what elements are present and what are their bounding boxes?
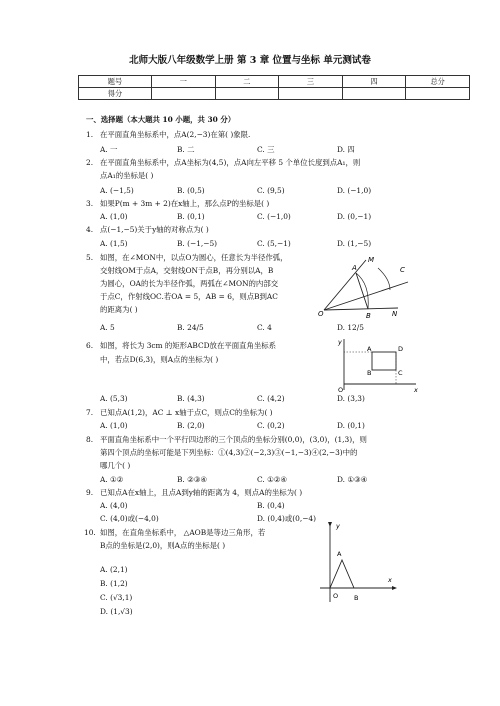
label-c: C <box>398 369 403 377</box>
label-b: B <box>367 369 372 377</box>
option-c[interactable]: C. ①②④ <box>257 475 287 484</box>
rectangle-abcd <box>372 352 396 370</box>
option-b[interactable]: B. (0,1) <box>177 212 205 221</box>
score-table-score-row <box>79 88 470 100</box>
question-text: 哪几个( ) <box>100 461 131 470</box>
option-c[interactable]: C. (−1,0) <box>257 212 291 221</box>
score-input-cell[interactable] <box>342 88 406 100</box>
question-text: 为圆心，OA的长为半径作弧，两弧在∠MON的内部交 <box>100 279 279 288</box>
option-c[interactable]: C. (4,0)或(−4,0) <box>100 514 159 523</box>
question-number: 7. <box>86 408 94 417</box>
option-d[interactable]: D. (3,3) <box>337 394 365 403</box>
question-text: 于点C，作射线OC.若OA = 5，AB = 6，则点B到AC <box>100 292 278 301</box>
label-a: A <box>352 264 357 272</box>
option-b[interactable]: B. (4,3) <box>177 394 205 403</box>
option-a[interactable]: A. 5 <box>100 323 115 332</box>
label-d: D <box>398 345 404 353</box>
option-a[interactable]: A. (4,0) <box>100 501 128 510</box>
option-b[interactable]: B. (0,4) <box>257 501 285 510</box>
question-text: 点A₁的坐标是( ) <box>100 171 154 180</box>
segment-ab <box>356 273 368 309</box>
option-a[interactable]: A. 一 <box>100 145 118 154</box>
option-d[interactable]: D. ①③④ <box>337 475 368 484</box>
option-a[interactable]: A. (2,1) <box>100 565 128 574</box>
question-text: 第四个顶点的坐标可能是下列坐标：①(4,3)②(−2,3)③(−1,−3)④(2,−3)中的 <box>100 448 358 457</box>
option-c[interactable]: C. (0,2) <box>257 421 285 430</box>
score-table-header-row <box>79 76 470 88</box>
y-axis-arrow <box>328 522 332 527</box>
question-text: 如图，将长为 3cm 的矩形ABCD放在平面直角坐标系 <box>100 341 277 350</box>
label-y: y <box>338 338 342 346</box>
option-b[interactable]: B. 二 <box>177 145 195 154</box>
option-c[interactable]: C. 三 <box>257 145 275 154</box>
question-text: 在平面直角坐标系中，点A(2,−3)在第( )象限. <box>100 130 251 139</box>
equilateral-triangle-figure <box>318 520 398 604</box>
score-cell: 三 <box>279 76 343 88</box>
score-input-cell[interactable] <box>152 88 216 100</box>
score-cell: 题号 <box>79 76 152 88</box>
option-b[interactable]: B. (2,0) <box>177 421 205 430</box>
score-table <box>78 75 470 100</box>
score-cell: 得分 <box>79 88 152 100</box>
option-d[interactable]: D. 12/5 <box>337 323 364 332</box>
option-d[interactable]: D. (1,√3) <box>100 607 133 616</box>
label-y: y <box>336 522 340 530</box>
option-d[interactable]: D. (0,−1) <box>337 212 372 221</box>
page-title: 北师大版八年级数学上册 第 3 章 位置与坐标 单元测试卷 <box>129 55 371 66</box>
question-text: 如图，在直角坐标系中， △AOB是等边三角形，若 <box>100 528 266 537</box>
question-text: 已知点A在x轴上，且点A到y轴的距离为 4，则点A的坐标为( ) <box>100 488 303 497</box>
label-x: x <box>414 386 418 394</box>
score-input-cell[interactable] <box>279 88 343 100</box>
option-b[interactable]: B. (−1,−5) <box>177 239 218 248</box>
section-heading: 一、选择题（本大题共 10 小题，共 30 分） <box>86 115 236 124</box>
question-number: 8. <box>86 435 94 444</box>
question-number: 6. <box>86 341 94 350</box>
option-c[interactable]: C. (9,5) <box>257 186 285 195</box>
triangle-aob <box>330 560 354 588</box>
score-input-cell[interactable] <box>215 88 279 100</box>
option-d[interactable]: D. 四 <box>337 145 355 154</box>
question-text: 如果P(m + 3m + 2)在x轴上，那么点P的坐标是( ) <box>100 199 270 208</box>
ray-oc <box>324 282 408 310</box>
label-b: B <box>354 594 359 602</box>
label-o: O <box>318 310 324 318</box>
label-a: A <box>337 550 342 558</box>
option-c[interactable]: C. (√3,1) <box>100 593 133 602</box>
option-d[interactable]: D. (1,−5) <box>337 239 372 248</box>
score-cell: 四 <box>342 76 406 88</box>
score-input-cell[interactable] <box>406 88 470 100</box>
option-a[interactable]: A. ①② <box>100 475 124 484</box>
question-text: 中，若点D(6,3)，则A点的坐标为( ) <box>100 355 219 364</box>
question-text: 交射线OM于点A，交射线ON于点B，再分别以A，B <box>100 266 274 275</box>
question-text: 平面直角坐标系中一个平行四边形的三个顶点的坐标分别(0,0)，(3,0)，(1,3)，则 <box>100 435 367 444</box>
question-text: 在平面直角坐标系中，点A坐标为(4,5)，点A向左平移 5 个单位长度到点A₁，则 <box>100 158 361 167</box>
label-a: A <box>367 345 372 353</box>
arc <box>378 268 390 290</box>
option-c[interactable]: C. (5,−1) <box>257 239 291 248</box>
question-number: 4. <box>86 225 94 234</box>
x-axis-arrow <box>392 586 397 590</box>
label-o: O <box>333 592 339 600</box>
question-text: 的距离为( ) <box>100 305 138 314</box>
option-a[interactable]: A. (1,0) <box>100 212 128 221</box>
label-b: B <box>366 312 371 320</box>
score-cell: 二 <box>215 76 279 88</box>
ray-on <box>324 308 398 310</box>
option-b[interactable]: B. (0,5) <box>177 186 205 195</box>
rectangle-coordinate-figure <box>336 336 420 394</box>
option-a[interactable]: A. (−1,5) <box>100 186 134 195</box>
question-text: B点的坐标是(2,0)，则A点的坐标是( ) <box>100 541 226 550</box>
label-m: M <box>368 256 375 264</box>
question-number: 1. <box>86 130 94 139</box>
option-d[interactable]: D. (0,1) <box>337 421 365 430</box>
label-c: C <box>400 266 405 274</box>
question-number: 3. <box>86 199 94 208</box>
label-n: N <box>392 310 398 318</box>
score-cell: 总分 <box>406 76 470 88</box>
option-c[interactable]: C. 4 <box>257 323 272 332</box>
question-text: 点(−1,−5)关于y轴的对称点为( ) <box>100 225 209 234</box>
label-x: x <box>388 576 392 584</box>
label-o: O <box>338 386 344 394</box>
option-d[interactable]: D. (−1,0) <box>337 186 372 195</box>
option-d[interactable]: D. (0,4)或(0,−4) <box>257 514 316 523</box>
option-b[interactable]: B. ②③④ <box>177 475 208 484</box>
option-b[interactable]: B. (1,2) <box>100 579 128 588</box>
option-b[interactable]: B. 24/5 <box>177 323 204 332</box>
question-text: 已知点A(1,2)，AC ⊥ x轴于点C，则点C的坐标为( ) <box>100 408 273 417</box>
question-number: 10. <box>84 528 96 537</box>
angle-construction-figure <box>318 254 410 320</box>
score-cell: 一 <box>152 76 216 88</box>
question-text: 如图，在∠MON中，以点O为圆心，任意长为半径作弧， <box>100 253 288 262</box>
option-a[interactable]: A. (1,5) <box>100 239 128 248</box>
option-a[interactable]: A. (5,3) <box>100 394 128 403</box>
question-number: 2. <box>86 158 94 167</box>
option-c[interactable]: C. (4,2) <box>257 394 285 403</box>
question-number: 5. <box>86 253 94 262</box>
question-number: 9. <box>86 488 94 497</box>
option-a[interactable]: A. (1,0) <box>100 421 128 430</box>
